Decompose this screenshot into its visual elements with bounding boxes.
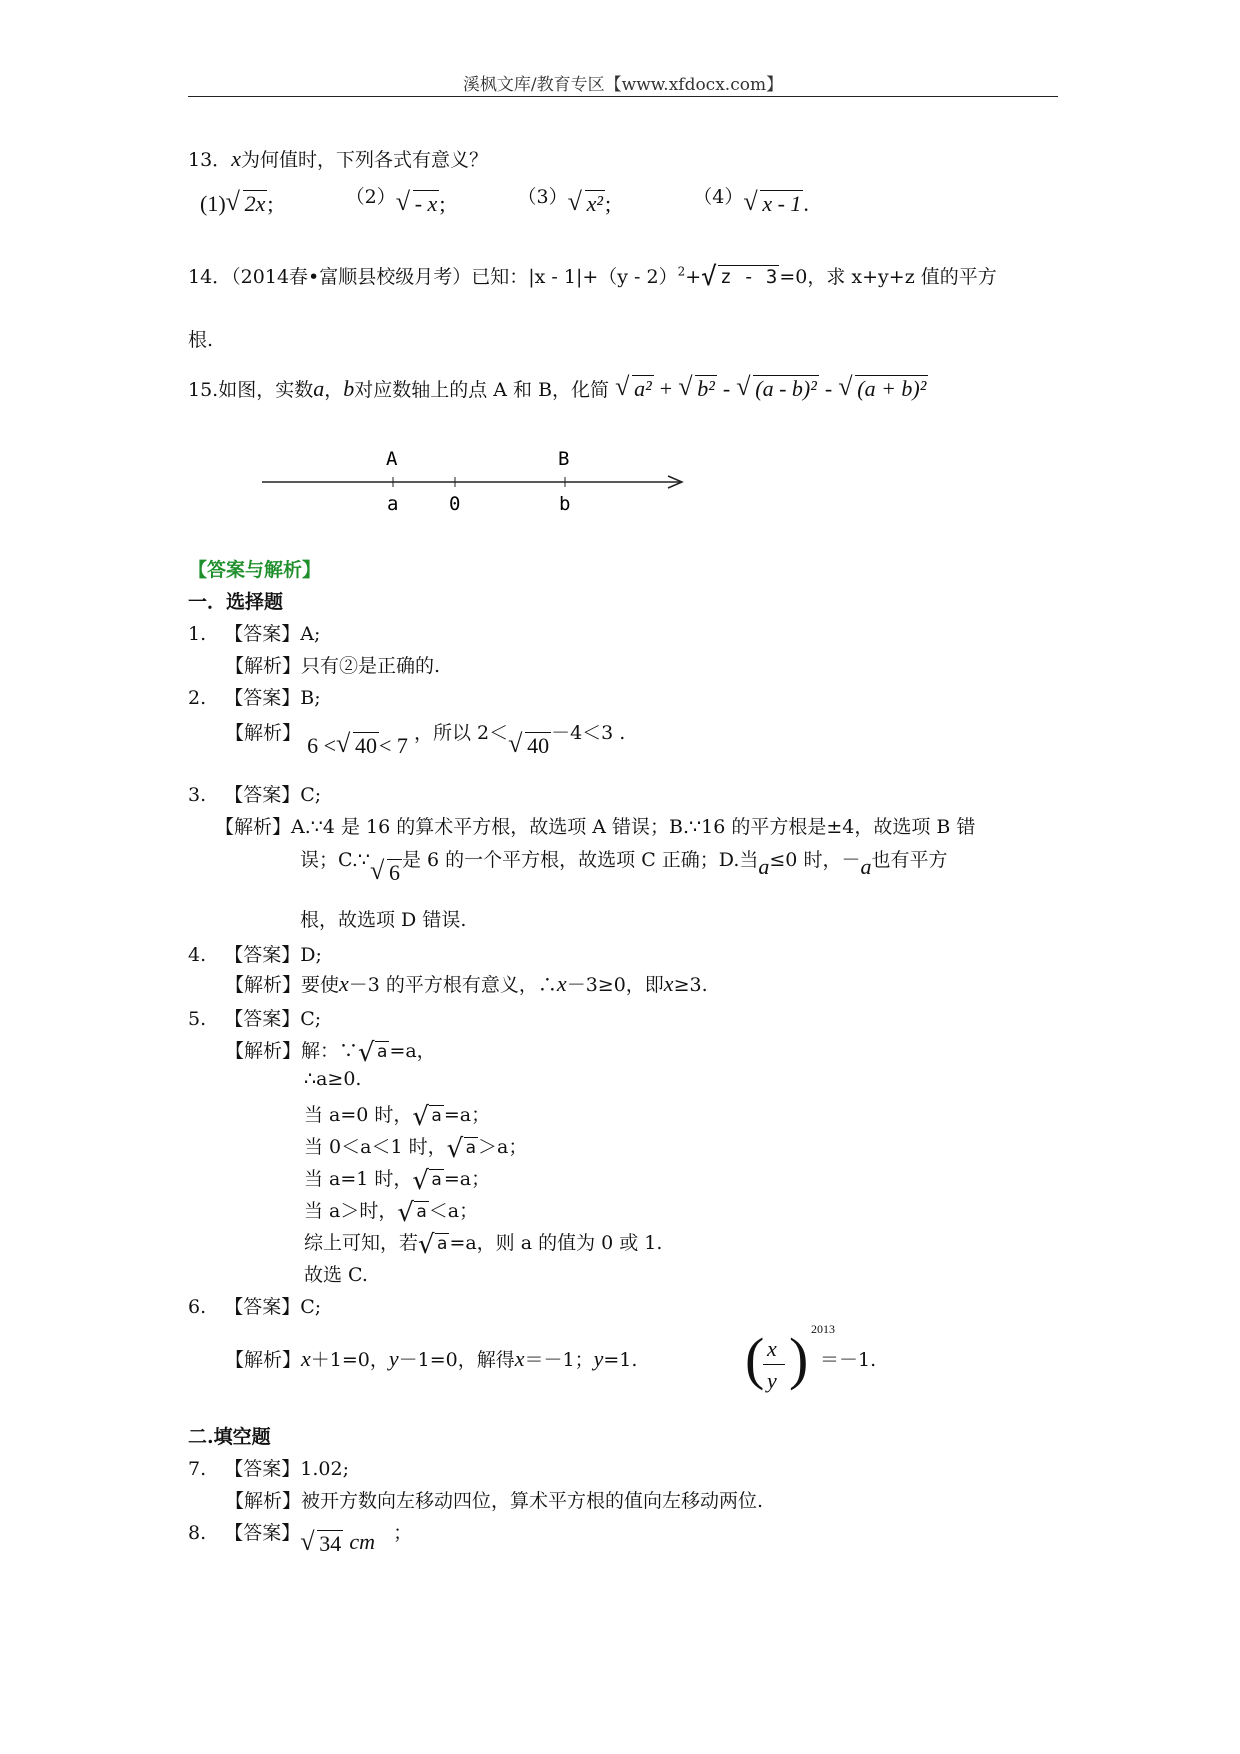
- a3-explain-2: 误；C.∵√ 6 是 6 的一个平方根，故选项 C 正确；D.当a≤0 时，－a也有平方: [300, 845, 947, 872]
- a7-explain: 【解析】被开方数向左移动四位，算术平方根的值向左移动两位.: [225, 1490, 764, 1512]
- a3-explain-1: 【解析】A.∵4 是 16 的算术平方根，故选项 A 错误；B.∵16 的平方根是±4，故选项 B 错: [215, 816, 976, 838]
- q14-line2: 根.: [188, 329, 214, 351]
- label-b: b: [559, 493, 571, 515]
- a5-explain-8: 故选 C.: [304, 1264, 368, 1286]
- a5-explain-1: 【解析】解：∵√ a =a，: [225, 1036, 436, 1063]
- a5-explain-2: ∴a≥0.: [304, 1068, 362, 1090]
- a4-explain: 【解析】要使x－3 的平方根有意义，∴x－3≥0，即x≥3.: [225, 971, 708, 996]
- section-2-title: 二.填空题: [188, 1426, 271, 1448]
- a6-fraction-power: ( x y ) 2013: [745, 1322, 835, 1393]
- a5-explain-7: 综上可知，若√ a =a，则 a 的值为 0 或 1.: [304, 1228, 662, 1255]
- header-divider: [188, 96, 1058, 97]
- q15-stem: 15.如图，实数a，b对应数轴上的点 A 和 B，化简 √ a² + √ b² - √ (a - b)² - √ (a + b)²: [188, 375, 928, 402]
- label-A: A: [386, 448, 398, 470]
- a3-answer: 3. 【答案】C;: [188, 784, 322, 806]
- a5-answer: 5. 【答案】C;: [188, 1008, 322, 1030]
- a1-answer: 1. 【答案】A;: [188, 623, 321, 645]
- answers-title: 【答案与解析】: [188, 559, 322, 581]
- section-1-title: 一．选择题: [188, 591, 284, 613]
- a1-explain: 【解析】只有②是正确的.: [225, 655, 441, 677]
- page-header: 溪枫文库/教育专区【www.xfdocx.com】: [462, 75, 784, 95]
- a6-result: ＝－1.: [820, 1349, 877, 1371]
- a5-explain-5: 当 a=1 时，√ a =a；: [304, 1164, 490, 1191]
- q13-stem: 13．x为何值时，下列各式有意义？: [188, 146, 488, 171]
- a4-answer: 4. 【答案】D;: [188, 944, 322, 966]
- a3-explain-3: 根，故选项 D 错误.: [300, 909, 467, 931]
- a5-explain-6: 当 a＞时，√ a ＜a；: [304, 1196, 478, 1223]
- q14-line1: 14．（2014春•富顺县校级月考）已知：|x - 1|+（y - 2）$^2$+√ z - 3 =0，求 x+y+z 值的平方: [188, 262, 997, 289]
- a6-answer: 6. 【答案】C;: [188, 1296, 322, 1318]
- a5-explain-3: 当 a=0 时，√ a =a；: [304, 1100, 490, 1127]
- label-B: B: [558, 448, 570, 470]
- a7-answer: 7. 【答案】1.02;: [188, 1458, 349, 1480]
- number-line: [0, 440, 1240, 540]
- a2-answer: 2. 【答案】B;: [188, 687, 321, 709]
- a5-explain-4: 当 0＜a＜1 时，√ a ＞a；: [304, 1132, 527, 1159]
- q13-parts: (1)√ 2x; （2）√ - x; （3）√ x²; （4）√ x - 1.: [200, 190, 809, 217]
- label-a: a: [387, 493, 399, 515]
- a6-explain: 【解析】x＋1=0，y－1=0，解得x＝－1；y=1.: [225, 1346, 638, 1371]
- a8-answer: 8. 【答案】√ 34 cm ；: [188, 1518, 412, 1545]
- a2-explain: 【解析】 6 <√ 40< 7 ，所以 2＜√ 40 －4＜3 .: [225, 718, 625, 745]
- label-0: 0: [449, 493, 461, 515]
